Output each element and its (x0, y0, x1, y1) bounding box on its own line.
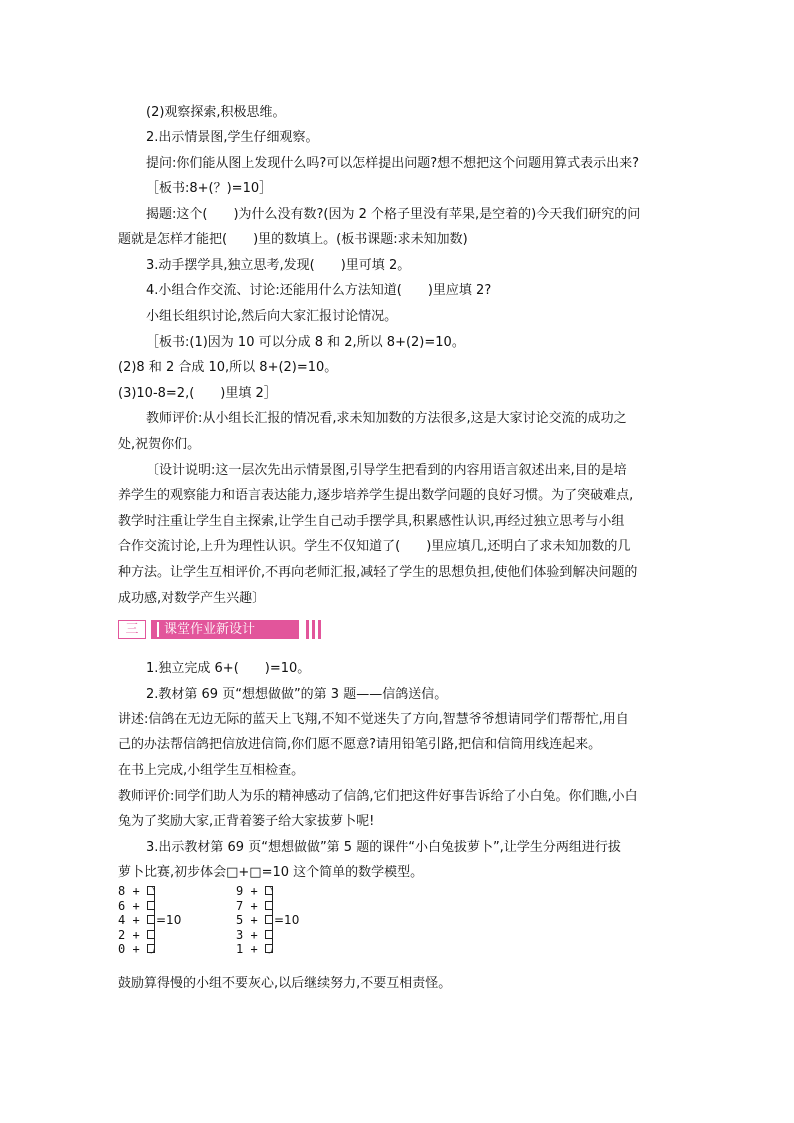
equation-left-result: =10 (156, 913, 182, 927)
paragraph-group-discuss: 4.小组合作交流、讨论:还能用什么方法知道( )里应填 2? (146, 283, 492, 298)
title-bar-divider (157, 622, 159, 637)
paragraph-board-2: ［板书:(1)因为 10 可以分成 8 和 2,所以 8+(2)=10。 (146, 335, 465, 350)
brace-right (267, 886, 273, 954)
paragraph-reveal-topic-cont: 题就是怎样才能把( )里的数填上。(板书课题:求未知加数) (118, 232, 468, 247)
homework-item-3: 3.出示教材第 69 页“想想做做”第 5 题的课件“小白兔拔萝卜”,让学生分两组进行拔 (146, 840, 621, 855)
equation-left-5: 0 + (118, 942, 155, 957)
paragraph-hands-on: 3.动手摆学具,独立思考,发现( )里可填 2。 (146, 258, 411, 273)
homework-item-1: 1.独立完成 6+( )=10。 (146, 661, 311, 676)
design-note-line-4: 合作交流讨论,上升为理性认识。学生不仅知道了( )里应填几,还明白了求未知加数的几 (118, 539, 631, 554)
section-header (118, 620, 321, 639)
equation-right-1: 9 + (236, 884, 273, 899)
design-note-line-2: 养学生的观察能力和语言表达能力,逐步培养学生提出数学问题的良好习惯。为了突破难点, (118, 488, 634, 503)
check-in-book: 在书上完成,小组学生互相检查。 (118, 763, 305, 778)
equation-right-2: 7 + (236, 899, 273, 914)
paragraph-show-scene: 2.出示情景图,学生仔细观察。 (146, 130, 319, 145)
narration-line-2: 己的办法帮信鸽把信放进信筒,你们愿不愿意?请用铅笔引路,把信和信筒用线连起来。 (118, 737, 602, 752)
section-title: 课堂作业新设计 (164, 622, 256, 637)
narration-line-1: 讲述:信鸽在无边无际的蓝天上飞翔,不知不觉迷失了方向,智慧爷爷想请同学们帮帮忙,用自 (118, 712, 629, 727)
equation-left-3: 4 + (118, 913, 155, 928)
paragraph-teacher-eval-1: 教师评价:从小组长汇报的情况看,求未知加数的方法很多,这是大家讨论交流的成功之 (146, 411, 627, 426)
equation-right-result: =10 (274, 913, 300, 927)
design-note-line-3: 教学时注重让学生自主探索,让学生自己动手摆学具,积累感性认识,再经过独立思考与小组 (118, 514, 625, 529)
encouragement-line: 鼓励算得慢的小组不要灰心,以后继续努力,不要互相责怪。 (118, 976, 452, 991)
design-note-line-1: 〔设计说明:这一层次先出示情景图,引导学生把看到的内容用语言叙述出来,目的是培 (146, 463, 627, 478)
equation-right-3: 5 + (236, 913, 273, 928)
design-note-line-6: 成功感,对数学产生兴趣〕 (118, 591, 266, 606)
section-title-bar (151, 620, 299, 639)
paragraph-board-2-item2: (2)8 和 2 合成 10,所以 8+(2)=10。 (118, 360, 338, 375)
equation-left-4: 2 + (118, 928, 155, 943)
equation-right-5: 1 + (236, 942, 273, 957)
homework-item-2: 2.教材第 69 页“想想做做”的第 3 题——信鸽送信。 (146, 687, 448, 702)
teacher-eval-2-line-2: 兔为了奖励大家,正背着篓子给大家拔萝卜呢! (118, 814, 375, 829)
equation-right-4: 3 + (236, 928, 273, 943)
paragraph-board-1: ［板书:8+(？)=10］ (146, 181, 273, 196)
section-number: 三 (118, 620, 146, 639)
brace-left (149, 886, 155, 954)
paragraph-question: 提问:你们能从图上发现什么吗?可以怎样提出问题?想不想把这个问题用算式表示出来? (146, 156, 640, 171)
equation-left-2: 6 + (118, 899, 155, 914)
equation-left-1: 8 + (118, 884, 155, 899)
paragraph-reveal-topic: 揭题:这个( )为什么没有数?(因为 2 个格子里没有苹果,是空着的)今天我们研究的问 (146, 207, 641, 222)
paragraph-observe-explore: (2)观察探索,积极思维。 (146, 105, 286, 120)
paragraph-board-2-item3: (3)10-8=2,( )里填 2］ (118, 386, 277, 401)
paragraph-teacher-eval-1-cont: 处,祝贺你们。 (118, 437, 201, 452)
section-decoration-stripes (303, 620, 321, 639)
homework-item-3-cont: 萝卜比赛,初步体会□+□=10 这个简单的数学模型。 (118, 865, 424, 880)
paragraph-group-leader: 小组长组织讨论,然后向大家汇报讨论情况。 (146, 309, 398, 324)
design-note-line-5: 种方法。让学生互相评价,不再向老师汇报,减轻了学生的思想负担,使他们体验到解决问题的 (118, 565, 638, 580)
teacher-eval-2-line-1: 教师评价:同学们助人为乐的精神感动了信鸽,它们把这件好事告诉给了小白兔。你们瞧,小白 (118, 789, 638, 804)
